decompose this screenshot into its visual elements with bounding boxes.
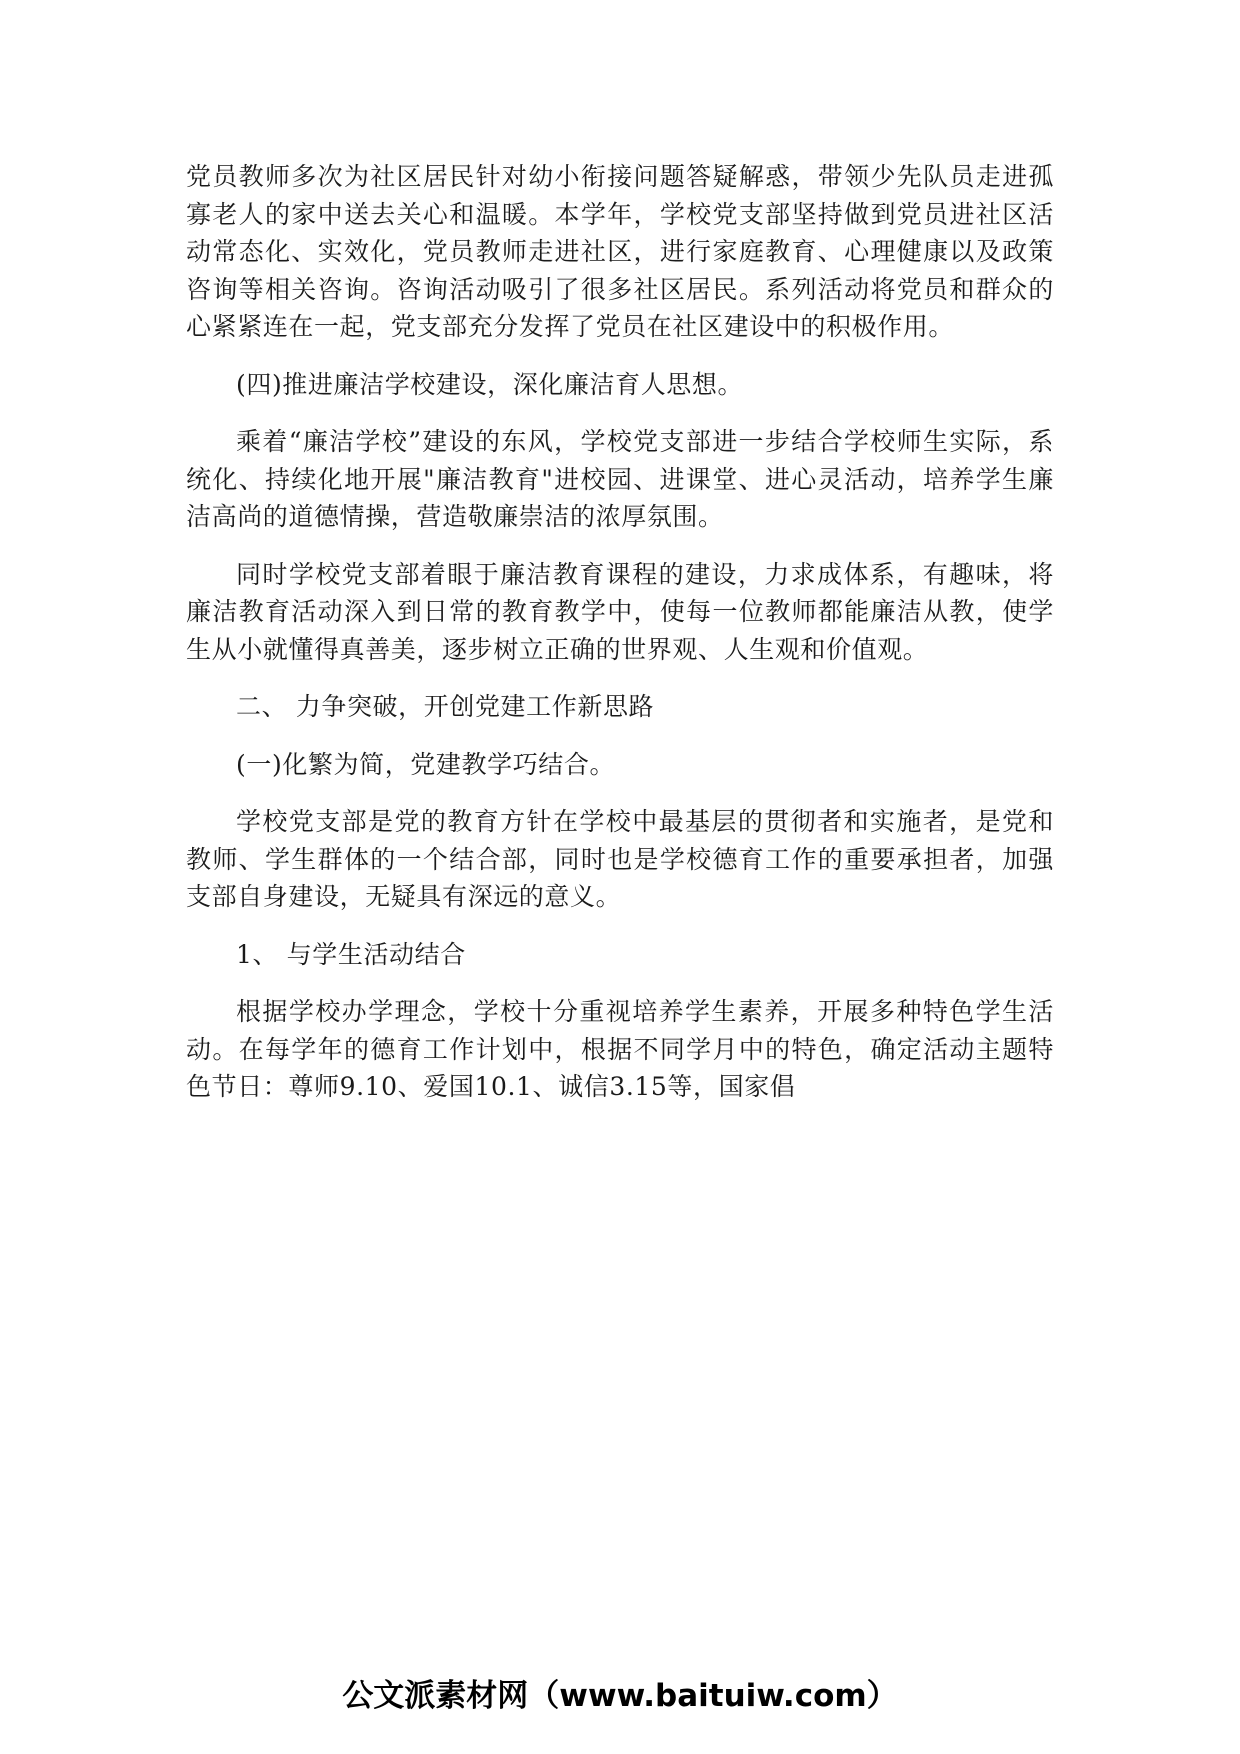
footer-watermark: 公文派素材网（www.baituiw.com） — [342, 1678, 898, 1714]
heading-student-activities: 1、 与学生活动结合 — [236, 939, 466, 969]
paragraph-clean-curriculum: 同时学校党支部着眼于廉洁教育课程的建设，力求成体系，有趣味，将廉洁教育活动深入到日常的教育教学中，使每一位教师都能廉洁从教，使学生从小就懂得真善美，逐步树立正确的世界观、人生观和价值观。 — [186, 559, 1054, 664]
paragraph-clean-education: 乘着“廉洁学校”建设的东风，学校党支部进一步结合学校师生实际，系统化、持续化地开展"廉洁教育"进校园、进课堂、进心灵活动，培养学生廉洁高尚的道德情操，营造敬廉崇洁的浓厚氛围。 — [186, 427, 1054, 531]
paragraph-school-philosophy: 根据学校办学理念，学校十分重视培养学生素养，开展多种特色学生活动。在每学年的德育工作计划中，根据不同学月中的特色，确定活动主题特色节日：尊师9.10、爱国10.1、诚信3.15等，国家倡 — [186, 997, 1054, 1101]
paragraph-party-branch: 学校党支部是党的教育方针在学校中最基层的贯彻者和实施者，是党和教师、学生群体的一个结合部，同时也是学校德育工作的重要承担者，加强支部自身建设，无疑具有深远的意义。 — [186, 807, 1054, 911]
heading-simplify: (一)化繁为简，党建教学巧结合。 — [236, 749, 616, 779]
heading-clean-school: (四)推进廉洁学校建设，深化廉洁育人思想。 — [236, 369, 744, 399]
document-body — [186, 158, 1054, 1126]
paragraph-community-activities: 党员教师多次为社区居民针对幼小衔接问题答疑解惑，带领少先队员走进孤寡老人的家中送去关心和温暖。本学年，学校党支部坚持做到党员进社区活动常态化、实效化，党员教师走进社区，进行家庭教育、心理健康以及政策咨询等相关咨询。咨询活动吸引了很多社区居民。系列活动将党员和群众的心紧紧连在一起，党支部充分发挥了党员在社区建设中的积极作用。 — [186, 162, 1054, 341]
heading-section-two: 二、 力争突破，开创党建工作新思路 — [236, 692, 655, 721]
